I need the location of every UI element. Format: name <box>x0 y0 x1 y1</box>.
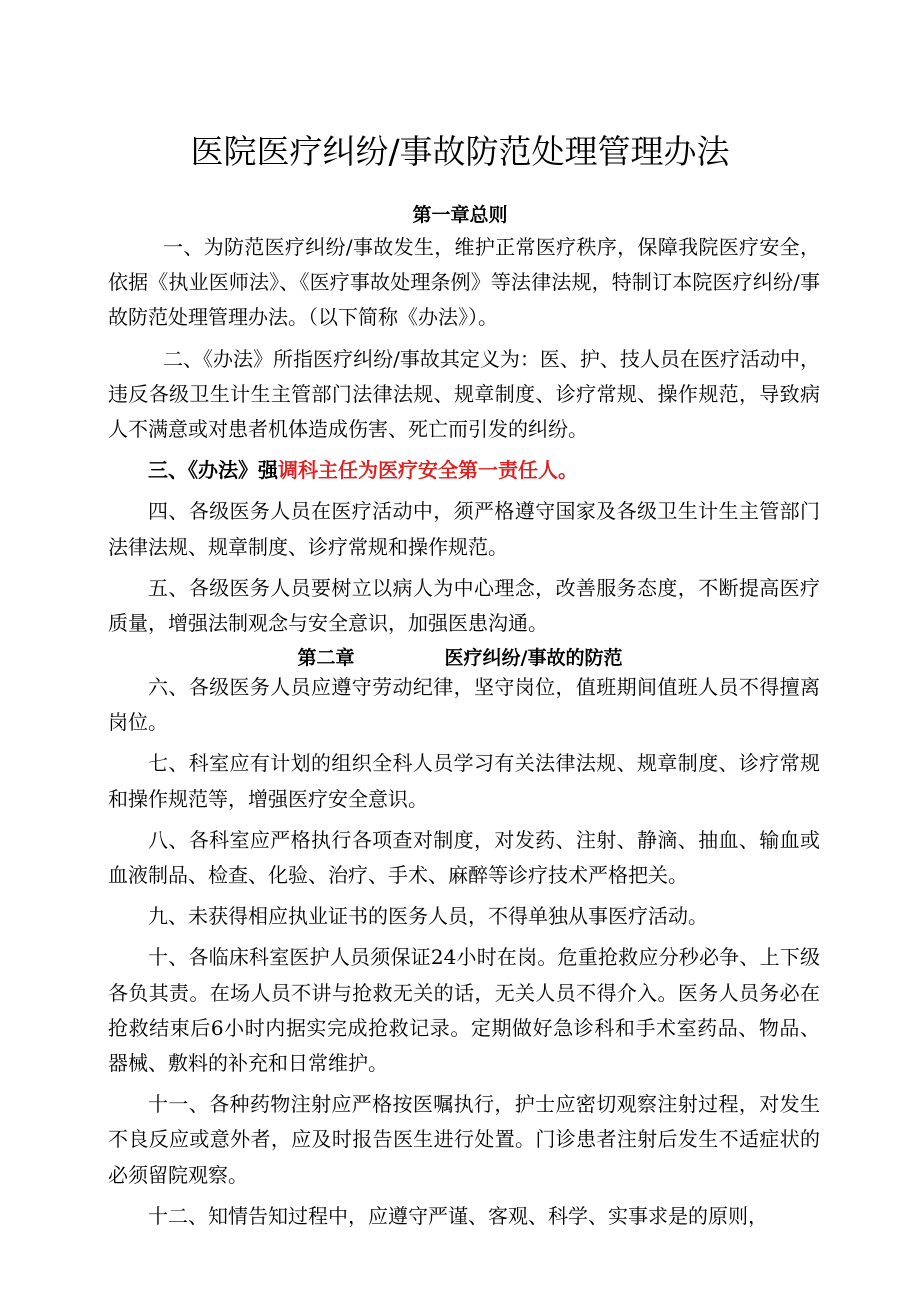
chapter-2-body <box>108 670 820 1234</box>
chapter-2-title: 医疗纠纷/事故的防范 <box>444 647 623 669</box>
chapter-1-heading: 第一章总则 <box>412 204 508 226</box>
article-1: 一、为防范医疗纠纷/事故发生，维护正常医疗秩序，保障我院医疗安全，依据《执业医师法》、《医疗事故处理条例》等法律法规，特制订本院医疗纠纷/事故防范处理管理办法。（以下简称《办法》）。 <box>108 235 820 330</box>
article-6: 六、各级医务人员应遵守劳动纪律，坚守岗位，值班期间值班人员不得擅离岗位。 <box>108 675 820 735</box>
article-4: 四、各级医务人员在医疗活动中，须严格遵守国家及各级卫生计生主管部门法律法规、规章制度、诊疗常规和操作规范。 <box>108 499 820 559</box>
article-3-lead: 三、《办法》强 <box>148 458 278 483</box>
article-7: 七、科室应有计划的组织全科人员学习有关法律法规、规章制度、诊疗常规和操作规范等，增强医疗安全意识。 <box>108 751 820 811</box>
article-11: 十一、各种药物注射应严格按医嘱执行，护士应密切观察注射过程，对发生不良反应或意外者，应及时报告医生进行处置。门诊患者注射后发生不适症状的必须留院观察。 <box>108 1092 820 1187</box>
chapter-2-heading <box>0 643 920 673</box>
article-9: 九、未获得相应执业证书的医务人员，不得单独从事医疗活动。 <box>148 904 708 929</box>
article-3-highlight: 调科主任为医疗安全第一责任人。 <box>278 458 578 483</box>
document-title: 医院医疗纠纷/事故防范处理管理办法 <box>190 132 730 171</box>
article-8: 八、各科室应严格执行各项查对制度，对发药、注射、静滴、抽血、输血或血液制品、检查、化验、治疗、手术、麻醉等诊疗技术严格把关。 <box>108 827 820 888</box>
chapter-1-body <box>108 230 820 641</box>
article-5: 五、各级医务人员要树立以病人为中心理念，改善服务态度，不断提高医疗质量，增强法制观念与安全意识，加强医患沟通。 <box>108 575 820 636</box>
article-2: 二、《办法》所指医疗纠纷/事故其定义为：医、护、技人员在医疗活动中，违反各级卫生计生主管部门法律法规、规章制度、诊疗常规、操作规范，导致病人不满意或对患者机体造成伤害、死亡而引发的纠纷。 <box>108 346 820 442</box>
article-10: 十、各临床科室医护人员须保证24小时在岗。危重抢救应分秒必争、上下级各负其责。在场人员不讲与抢救无关的话，无关人员不得介入。医务人员务必在抢救结束后6小时内据实完成抢救记录。定期做好急诊科和手术室药品、物品、器械、敷料的补充和日常维护。 <box>108 945 820 1076</box>
article-3 <box>108 453 820 488</box>
chapter-2-number: 第二章 <box>297 647 355 669</box>
article-12: 十二、知情告知过程中，应遵守严谨、客观、科学、实事求是的原则， <box>148 1203 768 1228</box>
